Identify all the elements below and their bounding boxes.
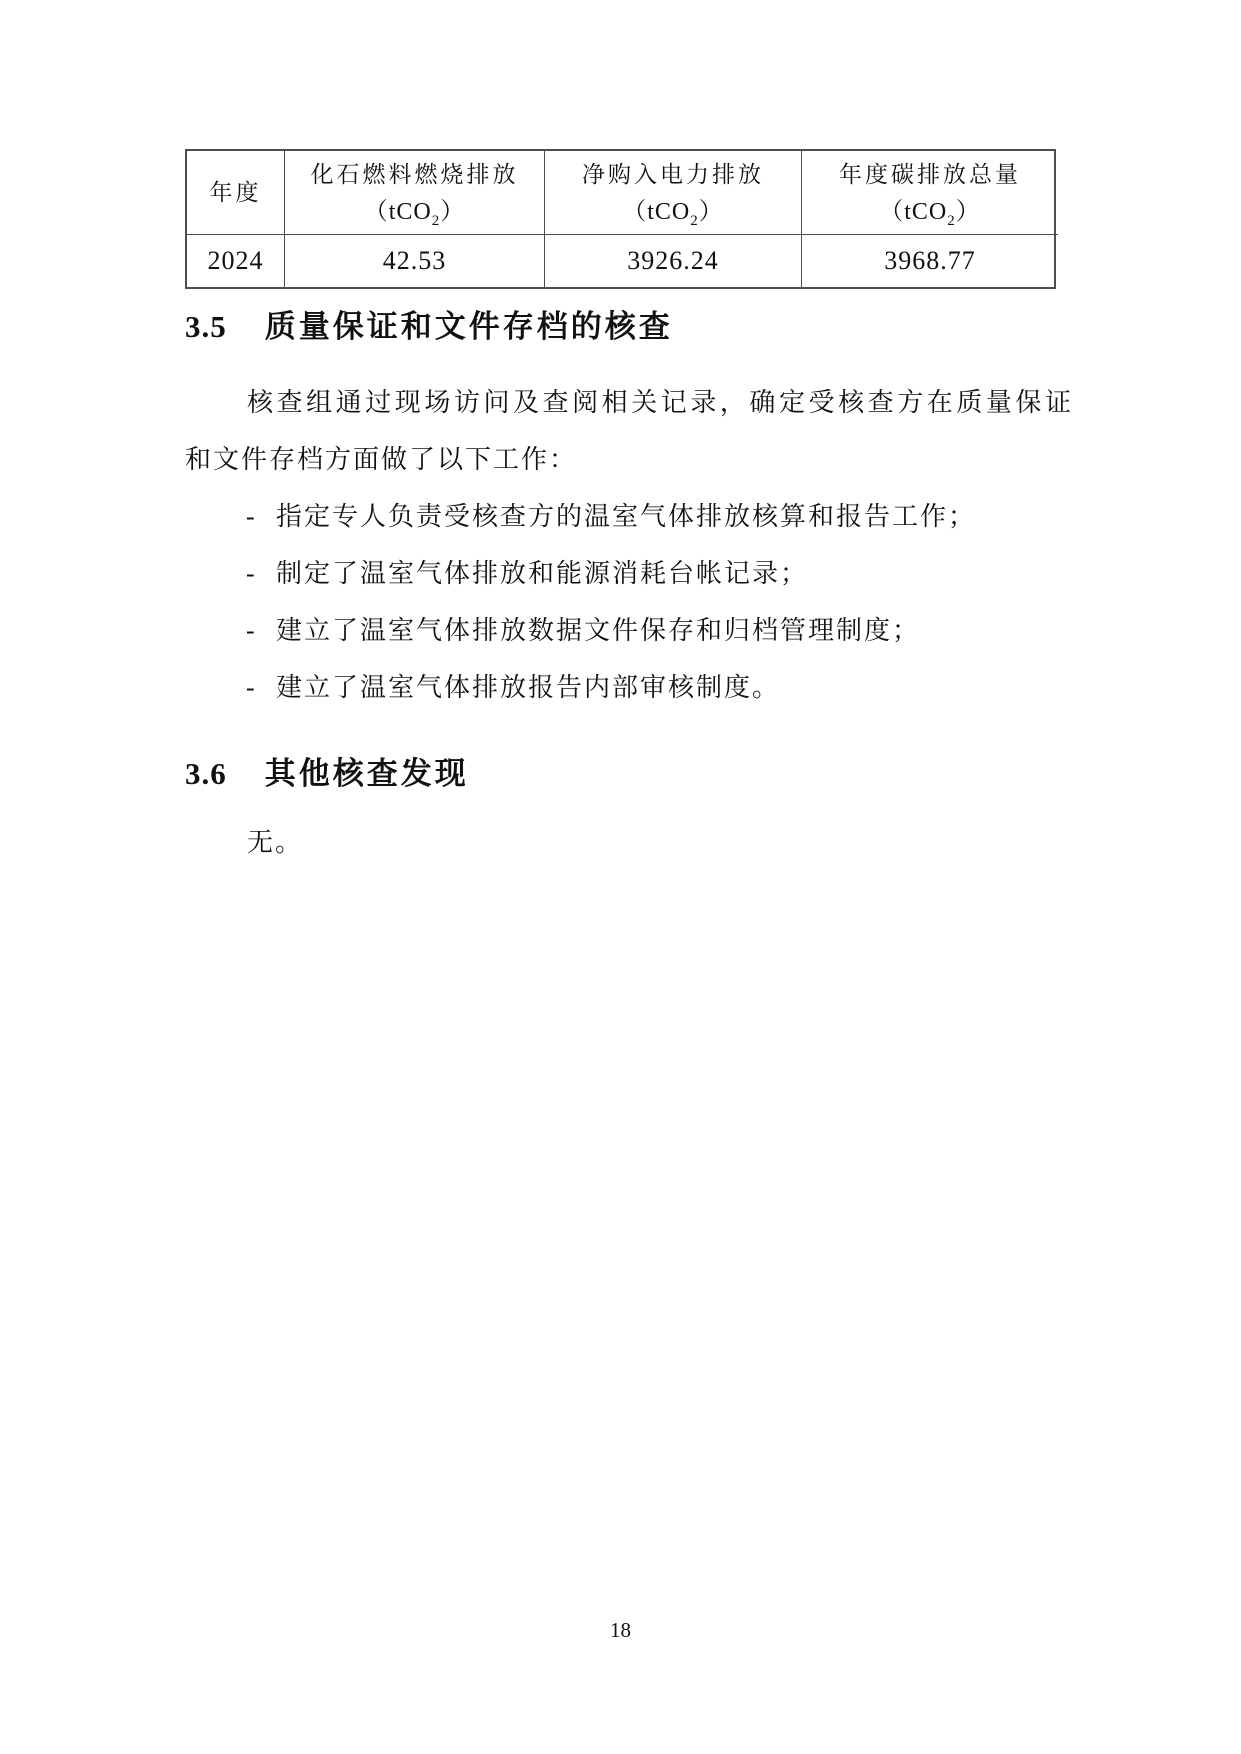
list-item-text: 指定专人负责受核查方的温室气体排放核算和报告工作；: [276, 502, 977, 531]
bullet-dash: -: [246, 502, 257, 531]
section-heading-3-6: [185, 754, 469, 794]
table-header-label: 净购入电力排放: [582, 161, 764, 187]
table-header-label: 化石燃料燃烧排放: [310, 161, 519, 187]
annual-emissions-table: [185, 149, 1056, 289]
section-3-5-paragraph: [185, 374, 1073, 488]
table-header-label: 年度碳排放总量: [839, 161, 1021, 187]
page-number: 18: [610, 1618, 631, 1642]
section-3-6-body: 无。: [247, 828, 304, 857]
section-3-5-bullet-list: [185, 488, 1073, 716]
unit-subscript: 2: [690, 212, 699, 229]
unit-suffix: ）: [440, 198, 466, 225]
table-cell-total-value: 3968.77: [884, 246, 976, 275]
table-header-unit: [879, 194, 981, 230]
section-heading-3-5: [185, 307, 673, 347]
unit-subscript: 2: [947, 212, 956, 229]
unit-prefix: （tCO: [363, 198, 432, 225]
list-item-text: 建立了温室气体排放报告内部审核制度。: [276, 673, 781, 702]
table-header-year: [187, 151, 285, 235]
table-cell-fossil-fuel-value: 42.53: [285, 235, 545, 287]
list-item-text: 建立了温室气体排放数据文件保存和归档管理制度；: [276, 616, 921, 645]
section-title: 质量保证和文件存档的核查: [264, 309, 673, 344]
bullet-dash: -: [246, 673, 257, 702]
list-item: [185, 659, 1073, 716]
paragraph-line: 和文件存档方面做了以下工作：: [185, 445, 578, 474]
list-item: [185, 545, 1073, 602]
table-header-purchased-electricity: [545, 151, 802, 235]
section-title: 其他核查发现: [264, 756, 469, 791]
list-item: [185, 488, 1073, 545]
table-header-unit: [622, 194, 724, 230]
list-item: [185, 602, 1073, 659]
table-header-label: 年度: [209, 179, 262, 205]
list-item-text: 制定了温室气体排放和能源消耗台帐记录；: [276, 559, 809, 588]
table-cell-year: 2024: [187, 235, 285, 287]
paragraph-line: 核查组通过现场访问及查阅相关记录，确定受核查方在质量保证: [247, 388, 1073, 417]
section-number: 3.6: [185, 756, 227, 791]
unit-prefix: （tCO: [879, 198, 948, 225]
table-header-unit: [364, 194, 466, 230]
table-header-fossil-fuel: [285, 151, 545, 235]
section-number: 3.5: [185, 309, 227, 344]
table-header-total-emissions: [802, 151, 1058, 235]
unit-subscript: 2: [431, 212, 441, 229]
bullet-dash: -: [246, 559, 257, 588]
unit-suffix: ）: [698, 198, 724, 225]
unit-prefix: （tCO: [622, 198, 691, 225]
table-cell-electricity-value: 3926.24: [545, 235, 802, 287]
unit-suffix: ）: [955, 198, 981, 225]
bullet-dash: -: [246, 616, 257, 645]
